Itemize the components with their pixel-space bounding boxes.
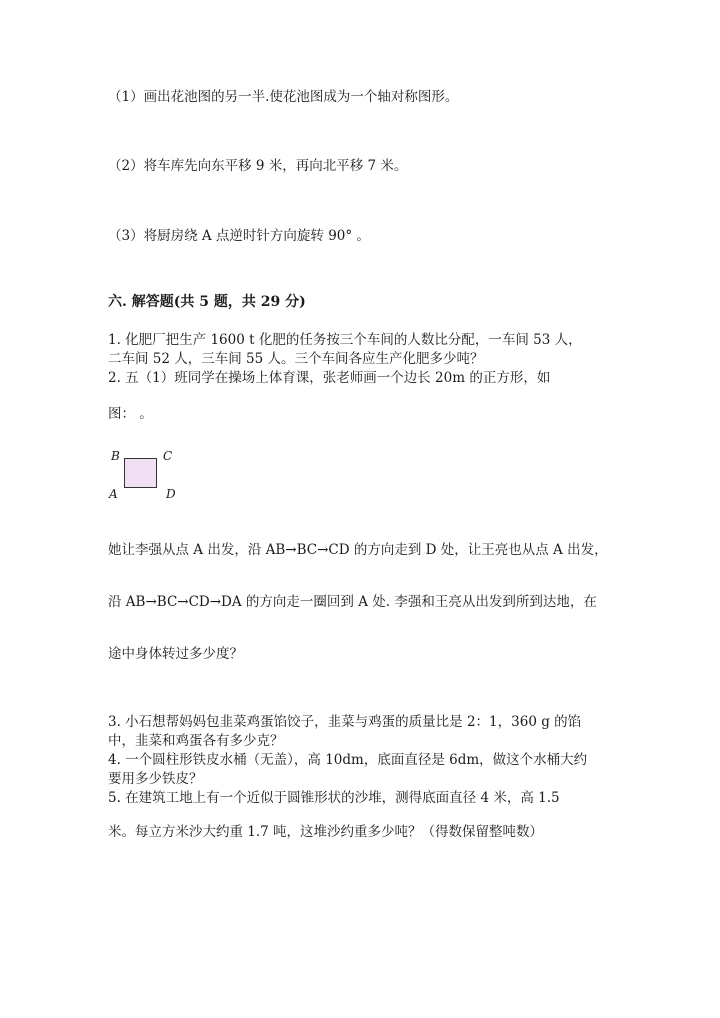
q4-line-1: 4. 一个圆柱形铁皮水桶（无盖），高 10dm，底面直径是 6dm，做这个水桶大约 [108, 752, 588, 768]
section-heading: 六. 解答题(共 5 题，共 29 分) [108, 294, 306, 310]
vertex-label-a: A [109, 487, 118, 501]
q2-line-4: 沿 AB→BC→CD→DA 的方向走一圈回到 A 处. 李强和王亮从出发到所到达地，在 [108, 594, 597, 610]
vertex-label-d: D [166, 487, 176, 501]
q2-line-2: 图： 。 [108, 406, 153, 422]
vertex-label-b: B [111, 449, 120, 463]
q3-line-1: 3. 小石想帮妈妈包韭菜鸡蛋馅饺子，韭菜与鸡蛋的质量比是 2：1，360 g 的馅 [108, 714, 582, 730]
q2-line-5: 途中身体转过多少度？ [108, 646, 243, 662]
vertex-label-c: C [163, 449, 173, 463]
square-figure [105, 448, 185, 506]
q5-line-2: 米。每立方米沙大约重 1.7 吨，这堆沙约重多少吨？（得数保留整吨数） [108, 824, 544, 840]
q2-line-1: 2. 五（1）班同学在操场上体育课，张老师画一个边长 20m 的正方形，如 [108, 370, 551, 386]
q2-line-3: 她让李强从点 A 出发，沿 AB→BC→CD 的方向走到 D 处，让王亮也从点 A 出发， [108, 542, 608, 558]
q3-line-2: 中，韭菜和鸡蛋各有多少克？ [108, 733, 284, 749]
task-2-text: （2）将车库先向东平移 9 米，再向北平移 7 米。 [108, 158, 408, 174]
square-shape [124, 458, 157, 488]
q5-line-1: 5. 在建筑工地上有一个近似于圆锥形状的沙堆，测得底面直径 4 米，高 1.5 [108, 790, 560, 806]
task-1-text: （1）画出花池图的另一半.使花池图成为一个轴对称图形。 [108, 89, 459, 105]
task-3-text: （3）将厨房绕 A 点逆时针方向旋转 90° 。 [108, 228, 370, 244]
q4-line-2: 要用多少铁皮？ [108, 771, 203, 787]
q1-line-2: 二车间 52 人，三车间 55 人。三个车间各应生产化肥多少吨？ [108, 351, 484, 367]
q1-line-1: 1. 化肥厂把生产 1600 t 化肥的任务按三个车间的人数比分配，一车间 53 人， [108, 332, 582, 348]
